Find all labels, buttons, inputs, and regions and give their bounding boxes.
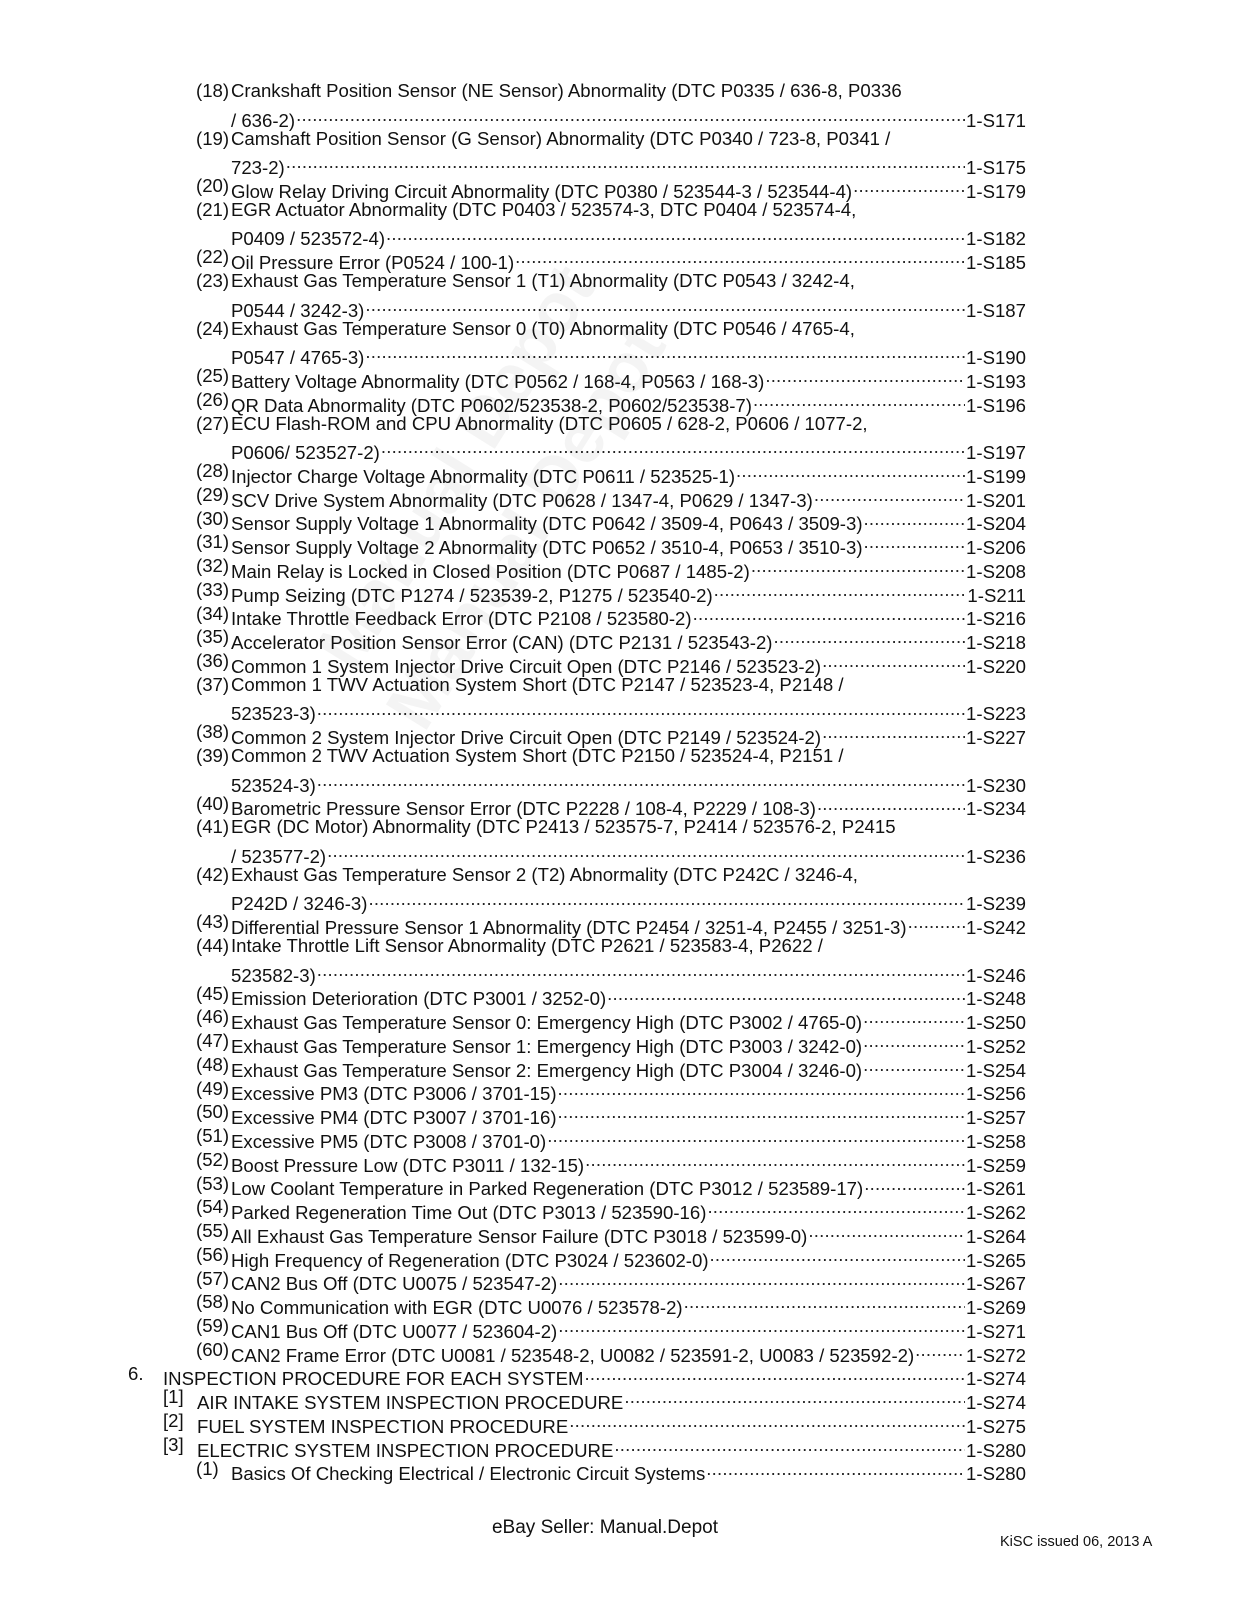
toc-entry-title: Exhaust Gas Temperature Sensor 1: Emergency High (DTC P3003 / 3242-0) [231,1035,863,1057]
dot-leader [808,1219,965,1243]
toc-entry-title: Barometric Pressure Sensor Error (DTC P2228 / 108-4, P2229 / 108-3) [231,798,816,820]
toc-entry-title: 523524-3) [231,774,316,796]
toc-entry-title: Common 2 TWV Actuation System Short (DTC P2150 / 523524-4, P2151 / [231,745,844,766]
dot-leader [515,245,965,269]
toc-entry-title: Main Relay is Locked in Closed Position (DTC P0687 / 1485-2) [231,560,750,582]
toc-page-number[interactable]: 1-S239 [966,893,1026,915]
toc-entry-number: [1] [163,1386,184,1408]
toc-entry-title: 523582-3) [231,964,316,986]
toc-page-number[interactable]: 1-S199 [966,465,1026,487]
toc-entry-number: (38) [196,721,230,743]
toc-entry-number: (24) [196,317,230,339]
toc-entry-title: INSPECTION PROCEDURE FOR EACH SYSTEM [163,1368,584,1390]
toc-entry-title: / 523577-2) [231,845,327,867]
dot-leader [706,1457,965,1481]
toc-entry-title: High Frequency of Regeneration (DTC P3024 / 523602-0) [231,1249,709,1271]
toc-entry[interactable] [0,934,1236,958]
dot-leader [864,530,965,554]
toc-entry[interactable] [0,435,1236,463]
dot-leader [693,602,965,626]
toc-entry-title: Glow Relay Driving Circuit Abnormality (DTC P0380 / 523544-3 / 523544-4) [231,180,853,202]
toc-page-number[interactable]: 1-S256 [966,1083,1026,1105]
toc-entry-title: Intake Throttle Lift Sensor Abnormality (DTC P2621 / 523583-4, P2622 / [231,935,823,956]
toc-page-number[interactable]: 1-S175 [966,157,1026,178]
toc-page-number[interactable]: 1-S272 [966,1344,1026,1366]
toc-entry-number: (48) [196,1053,230,1075]
toc-entry-title: Exhaust Gas Temperature Sensor 1 (T1) Abnormality (DTC P0543 / 3242-4, [231,270,855,291]
dot-leader [822,649,965,673]
toc-entry[interactable] [0,625,1236,653]
toc-page-number[interactable]: 1-S258 [966,1130,1026,1152]
toc-entry-title: P242D / 3246-3) [231,893,368,915]
toc-entry[interactable] [0,103,1236,131]
toc-entry[interactable] [0,340,1236,368]
toc-entry[interactable] [0,1029,1236,1057]
toc-page-number[interactable]: 1-S223 [966,703,1026,725]
toc-entry[interactable] [0,198,1236,222]
toc-entry-title: Oil Pressure Error (P0524 / 100-1) [231,252,515,273]
toc-entry[interactable] [0,1124,1236,1152]
dot-leader [558,1314,965,1338]
toc-page-number[interactable]: 1-S242 [966,917,1026,938]
toc-entry-title: Crankshaft Position Sensor (NE Sensor) Abnormality (DTC P0335 / 636-8, P0336 [231,80,902,101]
toc-entry-number: (37) [196,673,230,695]
toc-entry-title: Common 1 System Injector Drive Circuit Open (DTC P2146 / 523523-2) [231,655,822,677]
toc-page-number[interactable]: 1-S187 [966,299,1026,321]
toc-entry-title: No Communication with EGR (DTC U0076 / 523578-2) [231,1297,683,1318]
toc-entry-number: (41) [196,816,230,838]
toc-page-number[interactable]: 1-S182 [966,228,1026,250]
dot-leader [817,792,965,816]
toc-entry-number: (47) [196,1030,230,1051]
toc-entry-title: 523523-3) [231,703,316,725]
toc-page-number[interactable]: 1-S252 [966,1035,1026,1057]
toc-entry-title: Boost Pressure Low (DTC P3011 / 132-15) [231,1154,585,1176]
toc-entry-number: (51) [196,1125,230,1146]
toc-page-number[interactable]: 1-S259 [966,1154,1026,1176]
toc-entry-number: (29) [196,483,230,505]
toc-entry[interactable] [0,459,1236,487]
dot-leader [751,554,965,578]
toc-entry-title: ECU Flash-ROM and CPU Abnormality (DTC P0605 / 628-2, P0606 / 1077-2, [231,412,868,434]
dot-leader [864,1172,965,1196]
toc-entry-number: (34) [196,602,230,624]
toc-page-number[interactable]: 1-S248 [966,988,1026,1010]
dot-leader [547,1124,965,1148]
toc-entry-title: Low Coolant Temperature in Parked Regeneration (DTC P3012 / 523589-17) [231,1178,864,1200]
toc-entry-number: (56) [196,1243,230,1265]
dot-leader [381,435,965,459]
toc-entry-number: (33) [196,578,230,600]
toc-page-number[interactable]: 1-S267 [966,1273,1026,1295]
dot-leader [286,150,965,174]
dot-leader [684,1290,965,1314]
toc-entry[interactable] [0,1243,1236,1271]
toc-entry-number: (45) [196,982,230,1004]
footer-issue: KiSC issued 06, 2013 A [1000,1534,1153,1550]
dot-leader [707,1195,965,1219]
toc-entry-number: (59) [196,1315,230,1336]
dot-leader [386,222,965,246]
toc-entry-number: (50) [196,1101,230,1123]
dot-leader [317,768,965,792]
toc-entry[interactable] [0,150,1236,178]
toc-entry[interactable] [0,839,1236,867]
toc-page-number[interactable]: 1-S236 [966,845,1026,867]
toc-entry[interactable] [0,1290,1236,1318]
dot-leader [558,1100,966,1124]
toc-entry-title: Battery Voltage Abnormality (DTC P0562 / 168-4, P0563 / 168-3) [231,370,765,392]
table-of-contents [0,79,1236,1485]
toc-entry-number: (54) [196,1196,230,1218]
footer-seller: eBay Seller: Manual.Depot [491,1517,718,1538]
toc-entry-title: Common 1 TWV Actuation System Short (DTC P2147 / 523523-4, P2148 / [231,673,844,695]
toc-entry-number: (43) [196,911,230,933]
toc-entry[interactable] [0,1362,1236,1390]
toc-entry-title: P0409 / 523572-4) [231,228,386,250]
toc-entry-title: P0606/ 523527-2) [231,442,380,463]
toc-page-number[interactable]: 1-S230 [966,774,1026,796]
toc-page-number[interactable]: 1-S280 [966,1463,1026,1485]
toc-page-number[interactable]: 1-S179 [966,180,1026,202]
toc-entry-number: (1) [196,1457,219,1479]
toc-entry-number: (53) [196,1172,230,1194]
toc-entry-title: All Exhaust Gas Temperature Sensor Failure (DTC P3018 / 523599-0) [231,1225,808,1247]
dot-leader [317,697,965,721]
toc-page-number[interactable]: 1-S211 [967,584,1026,606]
toc-page-number[interactable]: 1-S218 [966,632,1026,653]
toc-entry[interactable] [0,79,1236,103]
toc-page-number[interactable]: 1-S271 [966,1320,1026,1342]
toc-entry[interactable] [0,744,1236,768]
toc-page-number[interactable]: 1-S261 [966,1178,1026,1200]
toc-page-number[interactable]: 1-S204 [966,513,1026,535]
dot-leader [863,1029,965,1053]
toc-page-number[interactable]: 1-S269 [966,1297,1026,1318]
toc-entry[interactable] [0,483,1236,511]
toc-entry[interactable] [0,649,1236,677]
dot-leader [368,887,965,911]
toc-entry[interactable] [0,1172,1236,1200]
toc-entry[interactable] [0,1077,1236,1105]
toc-page-number[interactable]: 1-S274 [966,1392,1026,1413]
toc-entry-title: Excessive PM4 (DTC P3007 / 3701-16) [231,1107,557,1128]
toc-page-number[interactable]: 1-S190 [966,347,1026,368]
toc-entry[interactable] [0,364,1236,392]
toc-entry[interactable] [0,982,1236,1010]
toc-entry[interactable] [0,530,1236,558]
toc-entry-number: (39) [196,745,230,766]
toc-entry[interactable] [0,174,1236,202]
toc-entry-number: (52) [196,1148,230,1170]
dot-leader [915,1338,965,1362]
toc-page-number[interactable]: 1-S234 [966,798,1026,820]
toc-entry-number: [3] [163,1433,184,1455]
toc-entry-title: Intake Throttle Feedback Error (DTC P2108 / 523580-2) [231,608,692,630]
toc-entry-title: ELECTRIC SYSTEM INSPECTION PROCEDURE [197,1439,614,1461]
toc-entry[interactable] [0,1148,1236,1176]
toc-entry-number: (35) [196,626,230,648]
toc-entry-number: 6. [128,1362,144,1384]
toc-page-number[interactable]: 1-S185 [966,252,1026,273]
toc-page-number[interactable]: 1-S220 [966,655,1026,677]
toc-entry[interactable] [0,412,1236,436]
toc-entry[interactable] [0,697,1236,725]
toc-entry-number: (26) [196,388,230,410]
toc-entry-title: EGR Actuator Abnormality (DTC P0403 / 523574-3, DTC P0404 / 523574-4, [231,198,857,220]
toc-entry[interactable] [0,1457,1236,1485]
dot-leader [624,1385,965,1409]
toc-entry[interactable] [0,1433,1236,1461]
dot-leader [736,459,965,483]
toc-entry-number: (27) [196,412,230,434]
toc-entry-title: FUEL SYSTEM INSPECTION PROCEDURE [197,1415,569,1437]
toc-entry-title: P0544 / 3242-3) [231,299,365,321]
toc-entry-number: (21) [196,198,230,220]
toc-entry-title: QR Data Abnormality (DTC P0602/523538-2, P0602/523538-7) [231,394,752,416]
toc-entry-title: Common 2 System Injector Drive Circuit Open (DTC P2149 / 523524-2) [231,727,822,748]
toc-entry[interactable] [0,222,1236,250]
toc-entry-title: Exhaust Gas Temperature Sensor 2 (T2) Abnormality (DTC P242C / 3246-4, [231,863,858,885]
dot-leader [908,910,965,934]
toc-entry-title: / 636-2) [231,109,296,131]
toc-entry[interactable] [0,1267,1236,1295]
dot-leader [774,625,966,649]
toc-entry[interactable] [0,245,1236,273]
dot-leader [584,1362,965,1386]
toc-entry-title: AIR INTAKE SYSTEM INSPECTION PROCEDURE [197,1392,624,1413]
toc-page-number[interactable]: 1-S254 [966,1059,1026,1081]
toc-entry[interactable] [0,1100,1236,1128]
toc-entry-title: Exhaust Gas Temperature Sensor 0 (T0) Abnormality (DTC P0546 / 4765-4, [231,317,855,339]
toc-page-number[interactable]: 1-S216 [966,608,1026,630]
toc-entry-number: (36) [196,650,230,671]
toc-page-number[interactable]: 1-S208 [966,560,1026,582]
toc-entry[interactable] [0,388,1236,416]
dot-leader [327,839,965,863]
toc-entry-title: Sensor Supply Voltage 2 Abnormality (DTC P0652 / 3510-4, P0653 / 3510-3) [231,537,863,558]
toc-entry-title: EGR (DC Motor) Abnormality (DTC P2413 / 523575-7, P2414 / 523576-2, P2415 [231,816,896,838]
toc-entry-title: 723-2) [231,157,285,178]
dot-leader [558,1077,966,1101]
toc-entry[interactable] [0,507,1236,535]
dot-leader [365,293,965,317]
dot-leader [614,1433,965,1457]
toc-page-number[interactable]: 1-S196 [966,394,1026,416]
toc-entry-title: Sensor Supply Voltage 1 Abnormality (DTC P0642 / 3509-4, P0643 / 3509-3) [231,513,863,535]
toc-entry-number: (18) [196,80,230,101]
dot-leader [296,103,965,127]
toc-page-number[interactable]: 1-S171 [966,109,1026,131]
toc-entry[interactable] [0,768,1236,796]
toc-page-number[interactable]: 1-S227 [966,727,1026,748]
toc-entry[interactable] [0,1409,1236,1437]
toc-page-number[interactable]: 1-S197 [966,442,1026,463]
toc-entry[interactable] [0,1005,1236,1033]
toc-entry[interactable] [0,578,1236,606]
toc-entry[interactable] [0,293,1236,321]
toc-entry[interactable] [0,910,1236,938]
toc-page-number[interactable]: 1-S265 [966,1249,1026,1271]
toc-entry[interactable] [0,317,1236,341]
toc-entry[interactable] [0,1053,1236,1081]
toc-entry[interactable] [0,720,1236,748]
toc-entry-title: Camshaft Position Sensor (G Sensor) Abnormality (DTC P0340 / 723-8, P0341 / [231,127,891,149]
toc-entry-number: (22) [196,246,230,268]
dot-leader [864,507,965,531]
dot-leader [863,1053,965,1077]
toc-entry-title: Excessive PM3 (DTC P3006 / 3701-15) [231,1083,557,1105]
dot-leader [822,720,965,744]
dot-leader [317,958,965,982]
toc-entry-number: (31) [196,531,230,553]
dot-leader [765,364,965,388]
dot-leader [585,1148,965,1172]
dot-leader [863,1005,965,1029]
toc-entry-title: Accelerator Position Sensor Error (CAN) (DTC P2131 / 523543-2) [231,632,773,653]
toc-entry[interactable] [0,792,1236,820]
dot-leader [558,1267,965,1291]
toc-entry-title: Exhaust Gas Temperature Sensor 2: Emergency High (DTC P3004 / 3246-0) [231,1059,863,1081]
toc-page-number[interactable]: 1-S274 [966,1368,1026,1390]
toc-page-number[interactable]: 1-S250 [966,1012,1026,1033]
toc-page-number[interactable]: 1-S264 [966,1225,1026,1247]
toc-entry-number: (42) [196,863,230,885]
toc-entry-title: Exhaust Gas Temperature Sensor 0: Emergency High (DTC P3002 / 4765-0) [231,1012,863,1033]
toc-entry-number: (32) [196,555,230,576]
toc-entry-title: Injector Charge Voltage Abnormality (DTC P0611 / 523525-1) [231,465,736,487]
toc-entry[interactable] [0,1385,1236,1413]
toc-entry[interactable] [0,1338,1236,1366]
toc-entry[interactable] [0,127,1236,151]
toc-entry[interactable] [0,269,1236,293]
toc-page-number[interactable]: 1-S206 [966,537,1026,558]
toc-entry-number: (55) [196,1220,230,1241]
toc-page-number[interactable]: 1-S280 [966,1439,1026,1461]
toc-entry-number: (25) [196,365,230,386]
toc-entry-number: [2] [163,1410,184,1431]
toc-entry-number: (20) [196,175,230,196]
toc-page-number[interactable]: 1-S193 [966,370,1026,392]
dot-leader [607,982,965,1006]
dot-leader [853,174,965,198]
toc-entry-title: Differential Pressure Sensor 1 Abnormality (DTC P2454 / 3251-4, P2455 / 3251-3) [231,917,907,938]
toc-entry-title: Basics Of Checking Electrical / Electronic Circuit Systems [231,1463,706,1485]
toc-entry-number: (44) [196,935,230,956]
toc-entry[interactable] [0,1314,1236,1342]
dot-leader [753,388,965,412]
toc-entry-number: (49) [196,1077,230,1099]
toc-entry-number: (46) [196,1006,230,1028]
dot-leader [714,578,967,602]
toc-entry-title: CAN2 Bus Off (DTC U0075 / 523547-2) [231,1273,558,1295]
toc-entry-title: SCV Drive System Abnormality (DTC P0628 / 1347-4, P0629 / 1347-3) [231,489,813,511]
toc-entry-number: (60) [196,1338,230,1360]
toc-entry[interactable] [0,815,1236,839]
toc-entry-number: (58) [196,1291,230,1313]
toc-entry-number: (30) [196,507,230,529]
toc-entry[interactable] [0,1219,1236,1247]
toc-entry-number: (40) [196,792,230,814]
toc-entry-title: P0547 / 4765-3) [231,347,365,368]
toc-page-number[interactable]: 1-S246 [966,964,1026,986]
toc-page-number[interactable]: 1-S201 [966,489,1026,511]
toc-entry-number: (23) [196,270,230,291]
toc-entry[interactable] [0,1195,1236,1223]
toc-entry-number: (28) [196,460,230,481]
toc-entry-title: Excessive PM5 (DTC P3008 / 3701-0) [231,1130,547,1152]
toc-entry-title: Pump Seizing (DTC P1274 / 523539-2, P1275 / 523540-2) [231,584,713,606]
toc-entry-number: (19) [196,127,230,149]
toc-entry-title: CAN2 Frame Error (DTC U0081 / 523548-2, U0082 / 523591-2, U0083 / 523592-2) [231,1344,915,1366]
dot-leader [814,483,965,507]
toc-page-number[interactable]: 1-S257 [966,1107,1026,1128]
dot-leader [569,1409,965,1433]
toc-entry[interactable] [0,673,1236,697]
toc-page-number[interactable]: 1-S262 [966,1202,1026,1223]
toc-entry-title: CAN1 Bus Off (DTC U0077 / 523604-2) [231,1320,558,1342]
toc-entry[interactable] [0,863,1236,887]
toc-entry-title: Emission Deterioration (DTC P3001 / 3252-0) [231,988,607,1010]
toc-entry[interactable] [0,554,1236,582]
dot-leader [365,340,965,364]
toc-entry-number: (57) [196,1267,230,1289]
toc-entry[interactable] [0,887,1236,915]
dot-leader [710,1243,966,1267]
toc-page-number[interactable]: 1-S275 [966,1415,1026,1437]
toc-entry-title: Parked Regeneration Time Out (DTC P3013 / 523590-16) [231,1202,707,1223]
toc-entry[interactable] [0,958,1236,986]
toc-entry[interactable] [0,602,1236,630]
